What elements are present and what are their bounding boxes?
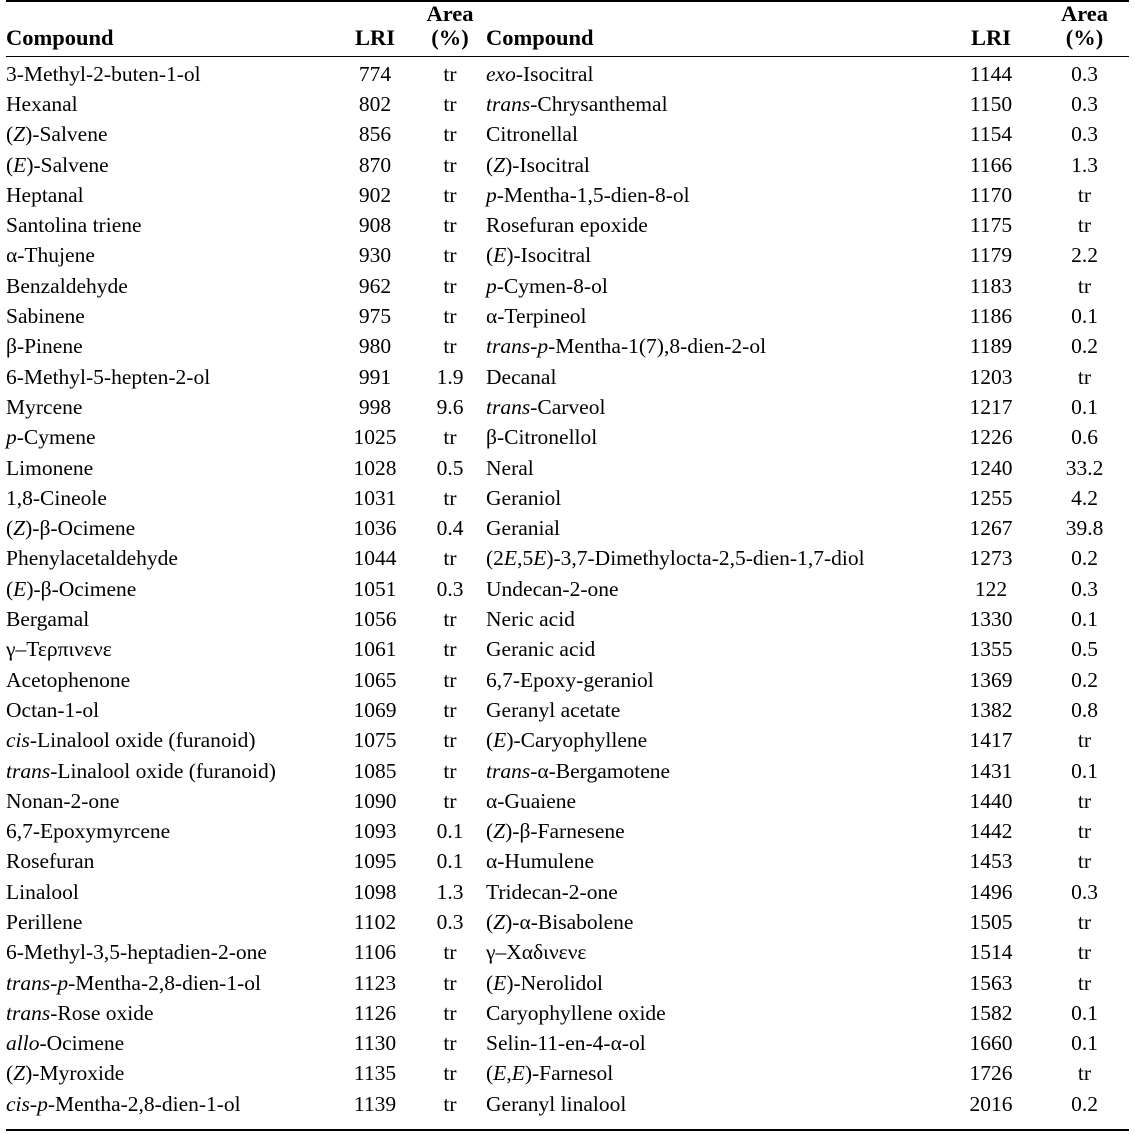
- cell-compound-right: trans-Carveol: [486, 394, 606, 419]
- table-row: [6, 150, 1129, 180]
- cell-lri-right: 1330: [969, 607, 1013, 632]
- cell-area-right: tr: [1077, 213, 1092, 238]
- table-row: [6, 998, 1129, 1028]
- table-row: [6, 301, 1129, 331]
- cell-compound-left: (E)-Salvene: [6, 152, 109, 177]
- cell-lri-left: 1139: [353, 1091, 397, 1116]
- cell-lri-right: 1175: [969, 213, 1013, 238]
- cell-compound-left: Linalool: [6, 879, 79, 904]
- cell-lri-left: 902: [358, 182, 392, 207]
- cell-compound-right: Geranyl linalool: [486, 1091, 627, 1116]
- cell-area-right: tr: [1077, 364, 1092, 389]
- cell-area-right: 33.2: [1065, 455, 1104, 480]
- cell-compound-right: (2E,5E)-3,7-Dimethylocta-2,5-dien-1,7-diol: [486, 546, 865, 571]
- cell-compound-right: trans-α-Bergamotene: [486, 758, 671, 783]
- cell-area-right: 0.3: [1071, 61, 1098, 86]
- cell-area-right: 0.6: [1071, 425, 1098, 450]
- cell-compound-right: Caryophyllene oxide: [486, 1000, 666, 1025]
- cell-area-right: 0.2: [1071, 1091, 1098, 1116]
- cell-area-right: 0.5: [1071, 637, 1098, 662]
- cell-compound-right: Citronellal: [486, 122, 578, 147]
- cell-compound-right: (E)-Isocitral: [486, 243, 592, 268]
- cell-compound-left: trans-p-Mentha-2,8-dien-1-ol: [6, 970, 261, 995]
- table-row: [6, 56, 1129, 89]
- cell-compound-right: Neric acid: [486, 607, 575, 632]
- header-area-right: [1040, 1, 1129, 56]
- header-area-left-line2: (%): [431, 24, 469, 50]
- header-area-left: [414, 1, 486, 56]
- cell-area-right: tr: [1077, 849, 1092, 874]
- cell-lri-left: 802: [358, 91, 392, 116]
- table-row: [6, 877, 1129, 907]
- cell-area-left: tr: [443, 425, 457, 450]
- cell-area-left: tr: [443, 91, 457, 116]
- cell-compound-left: Santolina triene: [6, 213, 142, 238]
- cell-compound-left: (Z)-Salvene: [6, 122, 108, 147]
- cell-compound-left: Myrcene: [6, 394, 83, 419]
- cell-lri-right: 1154: [969, 122, 1013, 147]
- cell-compound-left: (Z)-Myroxide: [6, 1061, 125, 1086]
- table-row: [6, 937, 1129, 967]
- cell-lri-left: 962: [358, 273, 392, 298]
- cell-area-right: 1.3: [1071, 152, 1098, 177]
- cell-area-left: tr: [443, 334, 457, 359]
- table-row: [6, 1058, 1129, 1088]
- cell-compound-left: γ–Τερπινενε: [6, 637, 112, 662]
- compound-table: [6, 0, 1129, 1119]
- cell-lri-right: 1514: [969, 940, 1013, 965]
- cell-compound-left: Heptanal: [6, 182, 84, 207]
- cell-lri-right: 1369: [969, 667, 1013, 692]
- table-row: [6, 483, 1129, 513]
- cell-area-right: 0.2: [1071, 334, 1098, 359]
- cell-area-left: tr: [443, 940, 457, 965]
- cell-lri-right: 1183: [969, 273, 1013, 298]
- cell-area-right: 0.3: [1071, 576, 1098, 601]
- cell-compound-right: (E)-Nerolidol: [486, 970, 604, 995]
- cell-compound-right: Geranial: [486, 516, 561, 541]
- cell-lri-left: 1123: [353, 970, 397, 995]
- cell-lri-left: 1090: [353, 788, 397, 813]
- cell-compound-right: Neral: [486, 455, 534, 480]
- cell-area-left: 9.6: [436, 394, 464, 419]
- cell-area-left: 1.3: [436, 879, 464, 904]
- cell-lri-left: 1098: [353, 879, 397, 904]
- cell-area-right: 0.8: [1071, 697, 1098, 722]
- cell-area-left: tr: [443, 1000, 457, 1025]
- cell-compound-left: (E)-β-Ocimene: [6, 576, 137, 601]
- cell-area-right: tr: [1077, 910, 1092, 934]
- table-row: [6, 725, 1129, 755]
- cell-area-right: tr: [1077, 728, 1092, 753]
- cell-compound-right: 6,7-Epoxy-geraniol: [486, 667, 654, 692]
- cell-compound-left: Perillene: [6, 910, 83, 934]
- cell-area-right: 0.3: [1071, 91, 1098, 116]
- cell-lri-left: 998: [358, 394, 392, 419]
- cell-lri-right: 1273: [969, 546, 1013, 571]
- cell-lri-left: 980: [358, 334, 392, 359]
- cell-area-right: tr: [1077, 788, 1092, 813]
- cell-area-right: 0.1: [1071, 607, 1098, 632]
- table-row: [6, 968, 1129, 998]
- table-row: [6, 422, 1129, 452]
- cell-lri-right: 1189: [969, 334, 1013, 359]
- cell-lri-left: 1061: [353, 637, 397, 662]
- cell-compound-right: Decanal: [486, 364, 557, 389]
- header-lri-right: LRI: [942, 1, 1040, 56]
- cell-compound-left: Octan-1-ol: [6, 697, 100, 722]
- cell-lri-right: 1726: [969, 1061, 1013, 1086]
- cell-lri-right: 1440: [969, 788, 1013, 813]
- cell-lri-left: 774: [358, 61, 392, 86]
- cell-lri-left: 991: [358, 364, 392, 389]
- cell-compound-right: p-Mentha-1,5-dien-8-ol: [486, 182, 690, 207]
- table-row: [6, 1028, 1129, 1058]
- header-lri-left: LRI: [336, 1, 414, 56]
- table-row: [6, 665, 1129, 695]
- cell-area-left: 0.1: [436, 849, 464, 874]
- table-row: [6, 331, 1129, 361]
- cell-compound-left: 3-Methyl-2-buten-1-ol: [6, 61, 201, 86]
- cell-lri-left: 1056: [353, 607, 397, 632]
- cell-compound-left: cis-Linalool oxide (furanoid): [6, 728, 256, 753]
- cell-compound-right: Geranic acid: [486, 637, 596, 662]
- header-area-left-line1: Area: [426, 1, 474, 26]
- cell-compound-right: Geranyl acetate: [486, 697, 621, 722]
- cell-lri-right: 1355: [969, 637, 1013, 662]
- table-row: [6, 362, 1129, 392]
- cell-area-left: tr: [443, 667, 457, 692]
- cell-lri-left: 1095: [353, 849, 397, 874]
- cell-area-right: 0.1: [1071, 1000, 1098, 1025]
- cell-area-left: tr: [443, 1091, 457, 1116]
- cell-compound-left: cis-p-Mentha-2,8-dien-1-ol: [6, 1091, 241, 1116]
- cell-lri-right: 1170: [969, 182, 1013, 207]
- header-compound-left: Compound: [6, 1, 336, 56]
- cell-lri-left: 1126: [353, 1000, 397, 1025]
- cell-compound-left: 6-Methyl-3,5-heptadien-2-one: [6, 940, 267, 965]
- cell-area-left: tr: [443, 607, 457, 632]
- cell-compound-left: Hexanal: [6, 91, 78, 116]
- cell-area-left: 1.9: [436, 364, 464, 389]
- cell-lri-left: 930: [358, 243, 392, 268]
- cell-compound-right: α-Humulene: [486, 849, 594, 874]
- table-row: [6, 846, 1129, 876]
- cell-area-right: tr: [1077, 970, 1092, 995]
- cell-compound-right: Selin-11-en-4-α-ol: [486, 1031, 646, 1056]
- cell-area-left: tr: [443, 273, 457, 298]
- cell-compound-right: trans-Chrysanthemal: [486, 91, 668, 116]
- cell-area-right: 2.2: [1071, 243, 1098, 268]
- cell-compound-left: Phenylacetaldehyde: [6, 546, 178, 571]
- cell-compound-left: (Z)-β-Ocimene: [6, 516, 136, 541]
- cell-area-left: tr: [443, 637, 457, 662]
- table-row: [6, 453, 1129, 483]
- cell-area-right: tr: [1077, 1061, 1092, 1086]
- table-row: [6, 392, 1129, 422]
- cell-area-right: 0.1: [1071, 394, 1098, 419]
- table-row: [6, 574, 1129, 604]
- cell-area-left: tr: [443, 546, 457, 571]
- cell-lri-right: 1563: [969, 970, 1013, 995]
- cell-lri-left: 1106: [353, 940, 397, 965]
- table-row: [6, 786, 1129, 816]
- cell-area-left: tr: [443, 1031, 457, 1056]
- cell-area-left: tr: [443, 788, 457, 813]
- cell-compound-right: (Z)-α-Bisabolene: [486, 910, 634, 934]
- cell-compound-left: Sabinene: [6, 304, 85, 329]
- cell-lri-left: 1093: [353, 819, 397, 844]
- cell-lri-right: 1660: [969, 1031, 1013, 1056]
- cell-compound-right: α-Guaiene: [486, 788, 577, 813]
- cell-compound-left: Benzaldehyde: [6, 273, 128, 298]
- cell-area-left: tr: [443, 304, 457, 329]
- cell-compound-right: γ–Χαδινενε: [486, 940, 587, 965]
- cell-area-left: tr: [443, 485, 457, 510]
- cell-lri-left: 1028: [353, 455, 397, 480]
- cell-lri-left: 908: [358, 213, 392, 238]
- cell-lri-right: 1240: [969, 455, 1013, 480]
- cell-compound-left: 1,8-Cineole: [6, 485, 107, 510]
- header-compound-right: Compound: [486, 1, 942, 56]
- cell-compound-right: p-Cymen-8-ol: [486, 273, 608, 298]
- cell-compound-right: (Z)-Isocitral: [486, 152, 590, 177]
- cell-compound-right: (Z)-β-Farnesene: [486, 819, 625, 844]
- cell-compound-left: Limonene: [6, 455, 94, 480]
- cell-lri-right: 1453: [969, 849, 1013, 874]
- cell-area-left: tr: [443, 970, 457, 995]
- cell-area-right: tr: [1077, 182, 1092, 207]
- cell-area-right: 0.1: [1071, 758, 1098, 783]
- table-row: [6, 907, 1129, 937]
- cell-lri-left: 870: [358, 152, 392, 177]
- cell-compound-right: exo-Isocitral: [486, 61, 594, 86]
- cell-compound-left: trans-Linalool oxide (furanoid): [6, 758, 276, 783]
- cell-lri-left: 1130: [353, 1031, 397, 1056]
- cell-lri-left: 1036: [353, 516, 397, 541]
- cell-lri-right: 1255: [969, 485, 1013, 510]
- cell-lri-left: 856: [358, 122, 392, 147]
- cell-area-right: tr: [1077, 273, 1092, 298]
- cell-area-left: 0.1: [436, 819, 464, 844]
- cell-area-right: 4.2: [1071, 485, 1098, 510]
- cell-compound-right: (E)-Caryophyllene: [486, 728, 648, 753]
- cell-area-right: 0.2: [1071, 546, 1098, 571]
- table-row: [6, 119, 1129, 149]
- cell-lri-right: 2016: [969, 1091, 1013, 1116]
- cell-lri-left: 975: [358, 304, 392, 329]
- cell-area-right: 0.1: [1071, 304, 1098, 329]
- cell-lri-right: 1217: [969, 394, 1013, 419]
- table-row: [6, 634, 1129, 664]
- cell-area-left: tr: [443, 213, 457, 238]
- cell-lri-right: 1186: [969, 304, 1013, 329]
- cell-area-right: 0.2: [1071, 667, 1098, 692]
- cell-area-right: 0.3: [1071, 879, 1098, 904]
- cell-compound-left: 6-Methyl-5-hepten-2-ol: [6, 364, 211, 389]
- cell-area-left: tr: [443, 182, 457, 207]
- cell-area-right: 0.3: [1071, 122, 1098, 147]
- cell-area-left: tr: [443, 152, 457, 177]
- cell-compound-left: trans-Rose oxide: [6, 1000, 154, 1025]
- table-row: [6, 240, 1129, 270]
- cell-compound-right: Tridecan-2-one: [486, 879, 618, 904]
- cell-area-right: tr: [1077, 819, 1092, 844]
- table-row: [6, 604, 1129, 634]
- table-row: [6, 210, 1129, 240]
- cell-lri-right: 1505: [969, 910, 1013, 934]
- cell-area-left: tr: [443, 61, 457, 86]
- table-body: [6, 56, 1129, 1119]
- table-row: [6, 180, 1129, 210]
- table-row: [6, 89, 1129, 119]
- cell-area-left: 0.5: [436, 455, 464, 480]
- cell-lri-right: 1417: [969, 728, 1013, 753]
- cell-lri-left: 1065: [353, 667, 397, 692]
- table-header: [6, 1, 1129, 56]
- cell-compound-left: allo-Ocimene: [6, 1031, 125, 1056]
- header-area-right-line1: Area: [1060, 1, 1109, 26]
- cell-lri-right: 1267: [969, 516, 1013, 541]
- cell-compound-left: α-Thujene: [6, 243, 95, 268]
- table-row: [6, 695, 1129, 725]
- cell-lri-right: 1203: [969, 364, 1013, 389]
- cell-lri-right: 1226: [969, 425, 1013, 450]
- cell-compound-right: Rosefuran epoxide: [486, 213, 648, 238]
- cell-area-left: 0.3: [436, 910, 464, 934]
- cell-compound-left: Acetophenone: [6, 667, 131, 692]
- cell-lri-right: 1496: [969, 879, 1013, 904]
- cell-area-left: tr: [443, 1061, 457, 1086]
- cell-compound-left: p-Cymene: [6, 425, 96, 450]
- cell-area-left: 0.4: [436, 516, 464, 541]
- cell-compound-right: β-Citronellol: [486, 425, 598, 450]
- cell-compound-left: 6,7-Epoxymyrcene: [6, 819, 171, 844]
- table-row: [6, 816, 1129, 846]
- cell-area-left: tr: [443, 243, 457, 268]
- table-row: [6, 756, 1129, 786]
- cell-lri-left: 1051: [353, 576, 397, 601]
- cell-area-left: tr: [443, 122, 457, 147]
- cell-area-left: tr: [443, 728, 457, 753]
- header-area-right-line2: (%): [1065, 24, 1104, 50]
- cell-compound-left: β-Pinene: [6, 334, 83, 359]
- cell-compound-left: Bergamal: [6, 607, 90, 632]
- cell-compound-right: Undecan-2-one: [486, 576, 619, 601]
- cell-area-left: tr: [443, 758, 457, 783]
- cell-compound-left: Rosefuran: [6, 849, 95, 874]
- table-row: [6, 543, 1129, 573]
- cell-lri-left: 1025: [353, 425, 397, 450]
- cell-lri-left: 1075: [353, 728, 397, 753]
- cell-compound-right: (E,E)-Farnesol: [486, 1061, 614, 1086]
- cell-lri-left: 1135: [353, 1061, 397, 1086]
- cell-lri-left: 1102: [353, 910, 397, 934]
- cell-compound-right: trans-p-Mentha-1(7),8-dien-2-ol: [486, 334, 767, 359]
- cell-lri-left: 1085: [353, 758, 397, 783]
- cell-lri-right: 1431: [969, 758, 1013, 783]
- cell-lri-left: 1069: [353, 697, 397, 722]
- cell-area-right: 0.1: [1071, 1031, 1098, 1056]
- table-row: [6, 1089, 1129, 1119]
- cell-lri-right: 1166: [969, 152, 1013, 177]
- cell-lri-right: 1582: [969, 1000, 1013, 1025]
- cell-lri-left: 1044: [353, 546, 397, 571]
- cell-lri-right: 1382: [969, 697, 1013, 722]
- cell-area-right: tr: [1077, 940, 1092, 965]
- cell-compound-left: Nonan-2-one: [6, 788, 120, 813]
- table-row: [6, 513, 1129, 543]
- cell-lri-right: 1144: [969, 61, 1013, 86]
- cell-compound-right: Geraniol: [486, 485, 562, 510]
- cell-lri-right: 1442: [969, 819, 1013, 844]
- cell-lri-right: 122: [974, 576, 1008, 601]
- cell-compound-right: α-Terpineol: [486, 304, 587, 329]
- cell-lri-right: 1179: [969, 243, 1013, 268]
- table-bottom-rule: [6, 1129, 1129, 1131]
- cell-area-left: 0.3: [436, 576, 464, 601]
- cell-area-right: 39.8: [1065, 516, 1104, 541]
- cell-lri-right: 1150: [969, 91, 1013, 116]
- cell-area-left: tr: [443, 697, 457, 722]
- table-row: [6, 271, 1129, 301]
- cell-lri-left: 1031: [353, 485, 397, 510]
